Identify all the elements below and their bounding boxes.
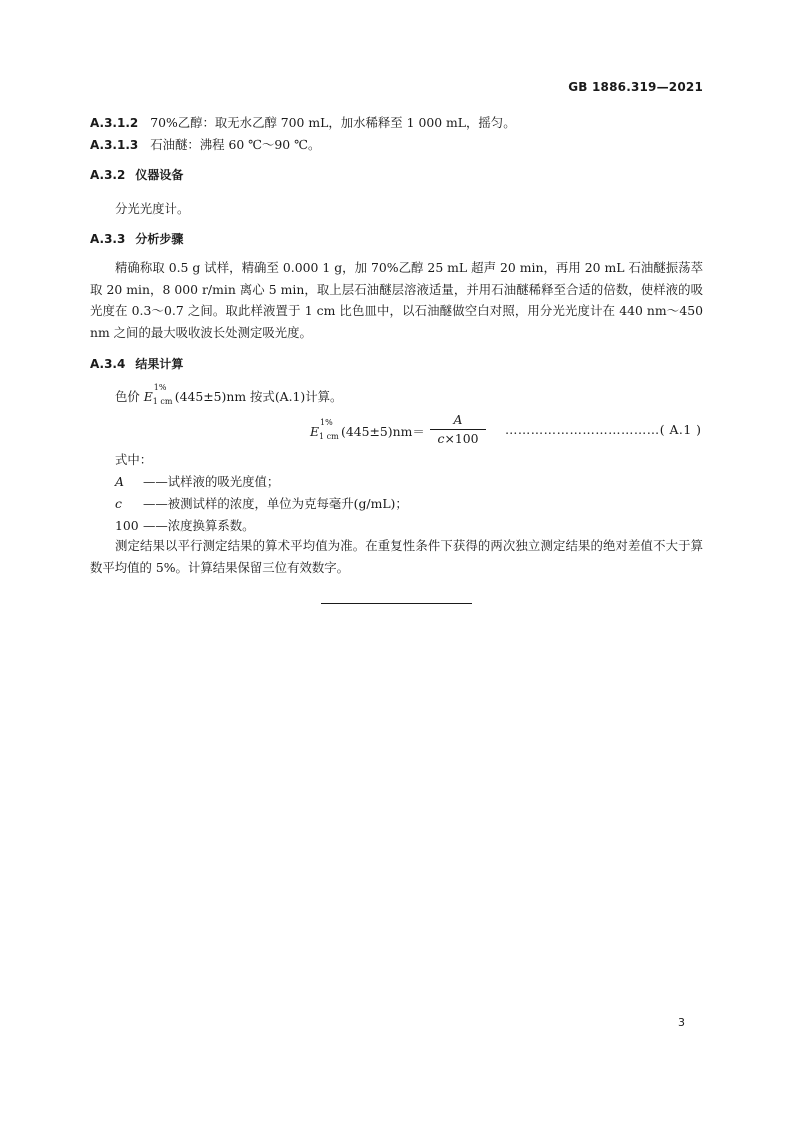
variable-row: [115, 494, 408, 512]
variable-symbol: A: [115, 474, 124, 489]
section-heading-a3-4: [90, 355, 183, 372]
formula-intro: [115, 382, 343, 406]
formula-a1: [310, 412, 710, 452]
variable-desc: ——被测试样的浓度，单位为克每毫升(g/mL)；: [143, 496, 408, 511]
section-title: 分析步骤: [135, 232, 184, 246]
fraction-bar: [430, 429, 486, 430]
section-heading-a3-2: [90, 166, 183, 183]
variable-row: [115, 472, 279, 490]
item-number: A.3.1.2: [90, 116, 139, 130]
intro-subscript: 1 cm: [152, 396, 173, 406]
item-a3-1-2: [90, 113, 516, 131]
formula-lhs-rest: (445±5)nm＝: [341, 424, 425, 439]
section-body-a3-2: 分光光度计。: [115, 201, 190, 216]
conclusion-text: 测定结果以平行测定结果的算术平均值为准。在重复性条件下获得的两次独立测定结果的绝对差值不大于算数平均值的 5%。计算结果保留三位有效数字。: [90, 538, 703, 575]
formula-subscript: 1 cm: [319, 431, 339, 441]
section-number: A.3.2: [90, 168, 126, 182]
formula-numerator: A: [453, 412, 463, 427]
formula-sup-sub: [319, 417, 341, 441]
section-number: A.3.3: [90, 232, 126, 246]
where-label: 式中：: [115, 452, 153, 467]
standard-number: GB 1886.319—2021: [568, 80, 703, 94]
section-heading-a3-3: [90, 230, 183, 247]
page-number: 3: [678, 1016, 685, 1029]
intro-sup-sub: [152, 382, 175, 406]
intro-symbol: E: [143, 389, 153, 404]
formula-lhs: [310, 417, 425, 441]
item-a3-1-3: [90, 135, 320, 153]
item-number: A.3.1.3: [90, 138, 139, 152]
equation-label: ( A.1 ): [659, 422, 702, 437]
formula-superscript: 1%: [320, 417, 333, 427]
intro-superscript: 1%: [153, 382, 167, 392]
section-title: 仪器设备: [135, 168, 184, 182]
denominator-rest: ×100: [444, 431, 479, 446]
formula-denominator: [430, 431, 486, 446]
variable-row: [115, 516, 255, 534]
variable-symbol: 100: [115, 518, 139, 533]
item-text: 70%乙醇：取无水乙醇 700 mL，加水稀释至 1 000 mL，摇匀。: [150, 115, 516, 130]
formula-fraction: [430, 412, 486, 446]
section-title: 结果计算: [135, 357, 184, 371]
end-rule: [321, 603, 472, 604]
leader-dots: ………………………………: [505, 422, 660, 437]
formula-symbol: E: [310, 424, 320, 439]
intro-suffix: (445±5)nm 按式(A.1)计算。: [174, 389, 343, 404]
variable-desc: ——试样液的吸光度值；: [143, 474, 280, 489]
intro-prefix: 色价: [115, 389, 144, 404]
variable-symbol: c: [115, 496, 122, 511]
denominator-var: c: [437, 431, 445, 446]
section-body-a3-3: 精确称取 0.5 g 试样，精确至 0.000 1 g，加 70%乙醇 25 mL 超声 20 min，再用 20 mL 石油醚振荡萃取 20 min，8 000 r/min 离心 5 min，取上层石油醚层溶液适量，并用石油醚稀释至合适的倍数，使样液的吸光度在 0.3～0.7 之间。取此样液置于 1 cm 比色皿中，以石油醚做空白对照，用分光光度计在 440 nm～450 nm 之间的最大吸收波长处测定吸光度。: [90, 260, 703, 340]
formula-leader: [505, 422, 702, 437]
section-number: A.3.4: [90, 357, 126, 371]
variable-desc: ——浓度换算系数。: [143, 518, 255, 533]
item-text: 石油醚：沸程 60 ℃～90 ℃。: [150, 137, 321, 152]
